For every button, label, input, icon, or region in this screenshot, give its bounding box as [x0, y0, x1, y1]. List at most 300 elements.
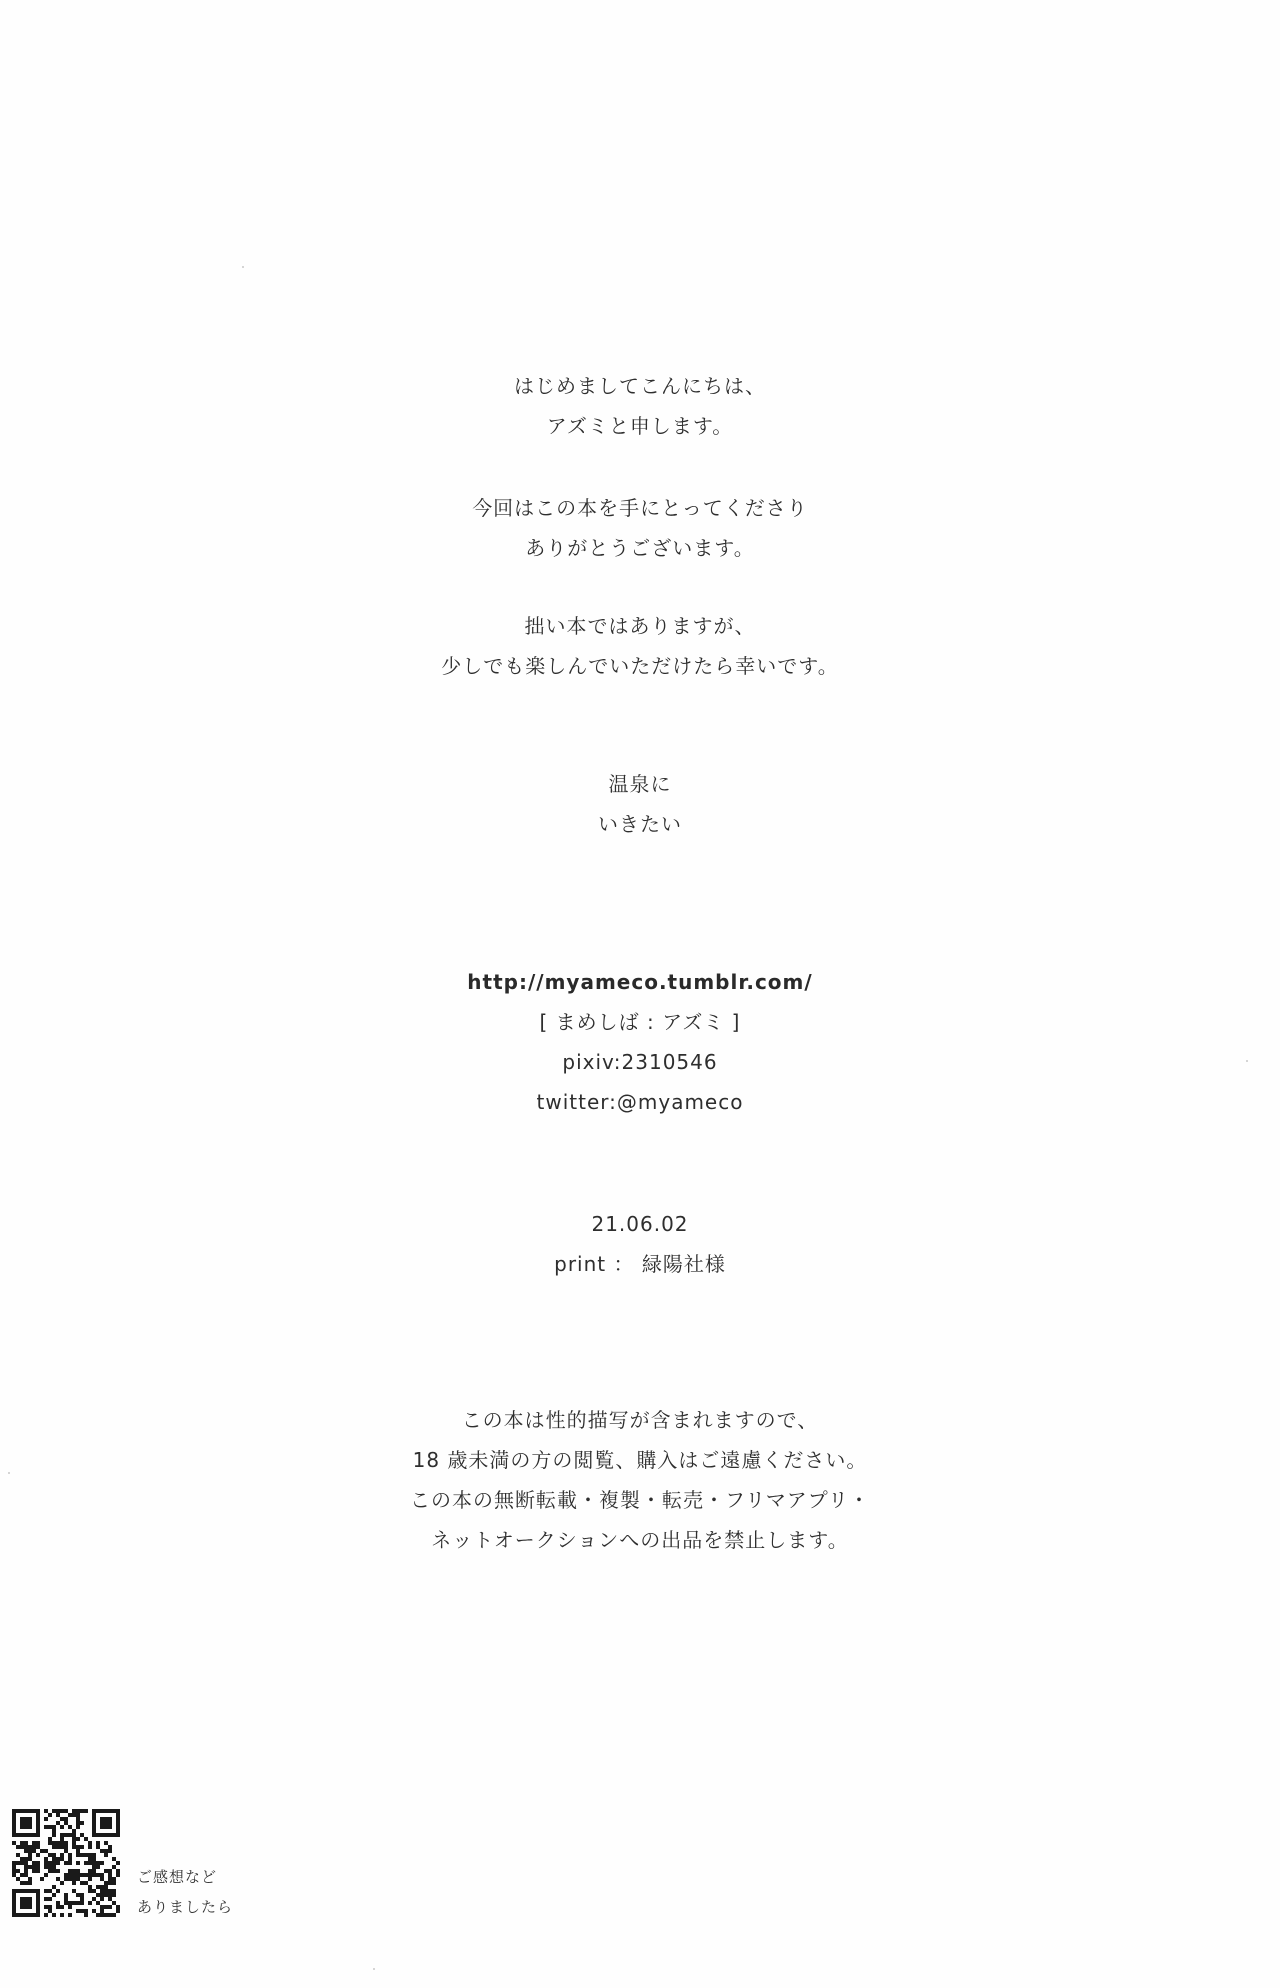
qr-module [36, 1833, 40, 1837]
qr-module [88, 1841, 92, 1845]
qr-module [44, 1849, 48, 1853]
qr-module [52, 1845, 56, 1849]
qr-module [68, 1913, 72, 1917]
qr-module [20, 1901, 24, 1905]
qr-module [108, 1825, 112, 1829]
qr-module [80, 1845, 84, 1849]
paper-speck [8, 1472, 10, 1474]
qr-module [104, 1809, 108, 1813]
qr-module [36, 1909, 40, 1913]
qr-module [76, 1817, 80, 1821]
qr-module [36, 1861, 40, 1865]
qr-module [72, 1881, 76, 1885]
qr-module [64, 1821, 68, 1825]
qr-module [32, 1809, 36, 1813]
qr-module [116, 1809, 120, 1813]
qr-module [76, 1821, 80, 1825]
qr-module [12, 1861, 16, 1865]
qr-module [116, 1825, 120, 1829]
qr-module [64, 1833, 68, 1837]
qr-module [48, 1889, 52, 1893]
qr-module [52, 1809, 56, 1813]
qr-module [64, 1817, 68, 1821]
qr-module [44, 1897, 48, 1901]
publication-date: 21.06.02 [591, 1212, 689, 1236]
qr-module [80, 1853, 84, 1857]
qr-module [84, 1873, 88, 1877]
qr-module [84, 1913, 88, 1917]
qr-module [108, 1873, 112, 1877]
qr-module [32, 1869, 36, 1873]
qr-module [100, 1873, 104, 1877]
qr-module [108, 1869, 112, 1873]
qr-module [104, 1893, 108, 1897]
qr-module [28, 1825, 32, 1829]
qr-module [92, 1865, 96, 1869]
qr-module [96, 1873, 100, 1877]
notice-line-2: 18 歳未満の方の閲覧、購入はご遠慮ください。 [412, 1448, 868, 1472]
qr-module [88, 1845, 92, 1849]
qr-module [100, 1905, 104, 1909]
qr-module [32, 1841, 36, 1845]
qr-module [108, 1833, 112, 1837]
paper-speck [1246, 1060, 1248, 1062]
qr-module [28, 1877, 32, 1881]
qr-module [64, 1841, 68, 1845]
qr-module [100, 1885, 104, 1889]
qr-module [108, 1849, 112, 1853]
qr-module [96, 1809, 100, 1813]
qr-module [88, 1885, 92, 1889]
qr-module [104, 1821, 108, 1825]
qr-module [24, 1825, 28, 1829]
qr-module [36, 1913, 40, 1917]
qr-module [116, 1861, 120, 1865]
qr-module [108, 1897, 112, 1901]
qr-module [52, 1841, 56, 1845]
qr-module [92, 1853, 96, 1857]
qr-module [96, 1901, 100, 1905]
qr-module [104, 1849, 108, 1853]
qr-module [112, 1865, 116, 1869]
qr-module [72, 1901, 76, 1905]
qr-module [36, 1809, 40, 1813]
qr-module [36, 1813, 40, 1817]
qr-module [52, 1913, 56, 1917]
qr-module [104, 1833, 108, 1837]
humble-block [0, 606, 1280, 686]
qr-module [68, 1813, 72, 1817]
qr-module [20, 1825, 24, 1829]
qr-module [116, 1829, 120, 1833]
qr-module [68, 1861, 72, 1865]
qr-module [48, 1861, 52, 1865]
qr-module [76, 1809, 80, 1813]
qr-module [64, 1873, 68, 1877]
qr-module [100, 1817, 104, 1821]
onsen-line-2: いきたい [598, 812, 682, 836]
qr-module [76, 1861, 80, 1865]
qr-module [76, 1853, 80, 1857]
qr-module [116, 1833, 120, 1837]
qr-module [52, 1853, 56, 1857]
qr-module [68, 1877, 72, 1881]
qr-module [48, 1813, 52, 1817]
qr-module [68, 1857, 72, 1861]
qr-module [96, 1833, 100, 1837]
qr-module [48, 1905, 52, 1909]
qr-module [32, 1913, 36, 1917]
qr-module [116, 1869, 120, 1873]
qr-module [12, 1829, 16, 1833]
qr-module [108, 1881, 112, 1885]
greeting-block [0, 366, 1280, 446]
qr-module [108, 1905, 112, 1909]
qr-module [108, 1889, 112, 1893]
qr-module [64, 1849, 68, 1853]
qr-module [24, 1861, 28, 1865]
qr-module [48, 1841, 52, 1845]
qr-module [48, 1869, 52, 1873]
qr-module [52, 1833, 56, 1837]
qr-module [68, 1869, 72, 1873]
qr-module [76, 1837, 80, 1841]
qr-module [68, 1833, 72, 1837]
qr-module [96, 1885, 100, 1889]
qr-module [96, 1841, 100, 1845]
qr-module [92, 1833, 96, 1837]
qr-module [100, 1833, 104, 1837]
qr-module [92, 1873, 96, 1877]
qr-module [56, 1889, 60, 1893]
qr-module [80, 1881, 84, 1885]
qr-module [44, 1905, 48, 1909]
qr-module [76, 1869, 80, 1873]
qr-module [76, 1877, 80, 1881]
circle-name: [ まめしば : アズミ ] [539, 1010, 741, 1034]
qr-module [112, 1913, 116, 1917]
qr-module [84, 1909, 88, 1913]
qr-module [60, 1837, 64, 1841]
qr-module [80, 1893, 84, 1897]
qr-module [104, 1881, 108, 1885]
qr-module [84, 1853, 88, 1857]
qr-module [36, 1869, 40, 1873]
qr-module [28, 1905, 32, 1909]
qr-module [52, 1861, 56, 1865]
qr-module [32, 1845, 36, 1849]
qr-module [36, 1853, 40, 1857]
qr-module [108, 1817, 112, 1821]
qr-module [72, 1869, 76, 1873]
qr-module [24, 1881, 28, 1885]
qr-module [56, 1869, 60, 1873]
qr-module [116, 1821, 120, 1825]
qr-module [12, 1869, 16, 1873]
qr-module [16, 1913, 20, 1917]
qr-module [28, 1809, 32, 1813]
qr-module [76, 1909, 80, 1913]
notice-line-3: この本の無断転載・複製・転売・フリマアプリ・ [410, 1488, 870, 1512]
qr-module [12, 1897, 16, 1901]
qr-module [80, 1873, 84, 1877]
qr-module [80, 1809, 84, 1813]
qr-module [88, 1873, 92, 1877]
qr-module [52, 1829, 56, 1833]
qr-module [80, 1897, 84, 1901]
qr-module [96, 1893, 100, 1897]
qr-module [84, 1837, 88, 1841]
qr-module [100, 1909, 104, 1913]
qr-module [108, 1821, 112, 1825]
qr-module [44, 1817, 48, 1821]
greeting-line-2: アズミと申します。 [546, 414, 734, 438]
qr-module [100, 1889, 104, 1893]
qr-module [24, 1913, 28, 1917]
qr-module [24, 1849, 28, 1853]
qr-module [64, 1901, 68, 1905]
qr-module [12, 1865, 16, 1869]
qr-module [96, 1913, 100, 1917]
qr-caption-line-1: ご感想など [137, 1868, 218, 1886]
qr-module [36, 1841, 40, 1845]
twitter-handle: twitter:@myameco [536, 1090, 744, 1114]
qr-caption [137, 1862, 233, 1922]
qr-module [56, 1857, 60, 1861]
qr-module [108, 1809, 112, 1813]
qr-module [88, 1853, 92, 1857]
qr-module [92, 1861, 96, 1865]
qr-module [56, 1845, 60, 1849]
qr-module [24, 1873, 28, 1877]
qr-module [20, 1861, 24, 1865]
qr-module [52, 1857, 56, 1861]
qr-module [24, 1817, 28, 1821]
qr-module [44, 1825, 48, 1829]
qr-module [20, 1821, 24, 1825]
qr-module [92, 1825, 96, 1829]
qr-module [28, 1913, 32, 1917]
qr-module [112, 1809, 116, 1813]
qr-module [88, 1889, 92, 1893]
qr-module [28, 1857, 32, 1861]
qr-module [64, 1861, 68, 1865]
qr-module [28, 1897, 32, 1901]
qr-module [116, 1873, 120, 1877]
qr-module [20, 1905, 24, 1909]
website-url: http://myameco.tumblr.com/ [467, 970, 813, 994]
qr-module [12, 1909, 16, 1913]
qr-module [52, 1825, 56, 1829]
qr-module [20, 1817, 24, 1821]
qr-module [60, 1913, 64, 1917]
qr-module [68, 1873, 72, 1877]
qr-module [72, 1833, 76, 1837]
qr-module [44, 1809, 48, 1813]
qr-module [112, 1833, 116, 1837]
qr-module [36, 1821, 40, 1825]
qr-module [100, 1877, 104, 1881]
qr-module [64, 1877, 68, 1881]
qr-module [100, 1897, 104, 1901]
qr-module [76, 1873, 80, 1877]
qr-module [16, 1861, 20, 1865]
qr-module [32, 1861, 36, 1865]
qr-module [64, 1809, 68, 1813]
qr-module [24, 1865, 28, 1869]
qr-module [20, 1913, 24, 1917]
qr-module [20, 1841, 24, 1845]
qr-module [24, 1889, 28, 1893]
qr-module [116, 1905, 120, 1909]
qr-module [12, 1873, 16, 1877]
qr-module [60, 1841, 64, 1845]
qr-module [112, 1881, 116, 1885]
qr-module [16, 1889, 20, 1893]
qr-module [92, 1889, 96, 1893]
qr-module [20, 1897, 24, 1901]
qr-module [88, 1901, 92, 1905]
qr-module [68, 1825, 72, 1829]
qr-module [28, 1901, 32, 1905]
qr-module [52, 1885, 56, 1889]
qr-module [104, 1905, 108, 1909]
thanks-block [0, 488, 1280, 568]
qr-module [56, 1877, 60, 1881]
qr-module [40, 1877, 44, 1881]
qr-module [28, 1889, 32, 1893]
qr-module [76, 1901, 80, 1905]
qr-module [100, 1825, 104, 1829]
qr-module [52, 1869, 56, 1873]
qr-module [92, 1869, 96, 1873]
qr-module [84, 1809, 88, 1813]
qr-module [108, 1877, 112, 1881]
qr-module [64, 1845, 68, 1849]
qr-module [92, 1817, 96, 1821]
qr-module [16, 1869, 20, 1873]
print-info-block [0, 1204, 1280, 1284]
qr-module [108, 1893, 112, 1897]
qr-module [92, 1809, 96, 1813]
qr-module [60, 1825, 64, 1829]
qr-module [28, 1845, 32, 1849]
qr-module [76, 1825, 80, 1829]
qr-module [92, 1829, 96, 1833]
qr-module [36, 1905, 40, 1909]
qr-module [52, 1893, 56, 1897]
thanks-line-1: 今回はこの本を手にとってくださり [472, 496, 808, 520]
qr-module [16, 1877, 20, 1881]
qr-module [32, 1833, 36, 1837]
qr-module [68, 1853, 72, 1857]
qr-module [84, 1881, 88, 1885]
onsen-line-1: 温泉に [608, 772, 672, 796]
qr-module [100, 1821, 104, 1825]
qr-module [12, 1889, 16, 1893]
qr-module [28, 1849, 32, 1853]
qr-module [20, 1845, 24, 1849]
qr-module [60, 1817, 64, 1821]
qr-module [36, 1901, 40, 1905]
qr-module [48, 1897, 52, 1901]
qr-module [56, 1901, 60, 1905]
qr-module [56, 1809, 60, 1813]
qr-module [60, 1845, 64, 1849]
qr-module [24, 1809, 28, 1813]
qr-module [96, 1845, 100, 1849]
qr-module [36, 1845, 40, 1849]
qr-module [72, 1837, 76, 1841]
qr-module [80, 1821, 84, 1825]
qr-module [20, 1857, 24, 1861]
qr-module [84, 1861, 88, 1865]
qr-module [100, 1849, 104, 1853]
qr-module [80, 1833, 84, 1837]
notice-line-4: ネットオークションへの出品を禁止します。 [431, 1528, 849, 1552]
qr-module [40, 1849, 44, 1853]
qr-module [48, 1865, 52, 1869]
qr-module [88, 1877, 92, 1881]
qr-module [12, 1817, 16, 1821]
qr-module [100, 1893, 104, 1897]
humble-line-2: 少しでも楽しんでいただけたら幸いです。 [441, 654, 839, 678]
qr-module [76, 1849, 80, 1853]
qr-module [88, 1857, 92, 1861]
notice-line-1: この本は性的描写が含まれますので、 [461, 1408, 819, 1432]
qr-module [88, 1861, 92, 1865]
thanks-line-2: ありがとうございます。 [525, 536, 755, 560]
qr-module [12, 1821, 16, 1825]
onsen-block [0, 764, 1280, 844]
qr-module [56, 1905, 60, 1909]
qr-module [12, 1841, 16, 1845]
qr-module [72, 1841, 76, 1845]
qr-module [28, 1833, 32, 1837]
qr-module [32, 1865, 36, 1869]
qr-module [100, 1913, 104, 1917]
qr-module [36, 1829, 40, 1833]
qr-code-icon [12, 1809, 120, 1917]
qr-module [96, 1861, 100, 1865]
qr-module [36, 1893, 40, 1897]
qr-module [24, 1841, 28, 1845]
qr-module [100, 1809, 104, 1813]
qr-module [12, 1825, 16, 1829]
qr-module [92, 1813, 96, 1817]
qr-module [104, 1885, 108, 1889]
qr-module [60, 1905, 64, 1909]
qr-module [60, 1809, 64, 1813]
qr-module [52, 1865, 56, 1869]
qr-module [116, 1909, 120, 1913]
qr-module [72, 1813, 76, 1817]
qr-module [76, 1845, 80, 1849]
qr-module [116, 1813, 120, 1817]
qr-module [72, 1877, 76, 1881]
qr-module [104, 1913, 108, 1917]
qr-module [72, 1829, 76, 1833]
qr-module [16, 1853, 20, 1857]
qr-module [80, 1901, 84, 1905]
qr-module [72, 1809, 76, 1813]
qr-module [12, 1893, 16, 1897]
qr-module [28, 1821, 32, 1825]
qr-module [116, 1817, 120, 1821]
qr-module [44, 1865, 48, 1869]
qr-module [80, 1909, 84, 1913]
qr-module [76, 1813, 80, 1817]
